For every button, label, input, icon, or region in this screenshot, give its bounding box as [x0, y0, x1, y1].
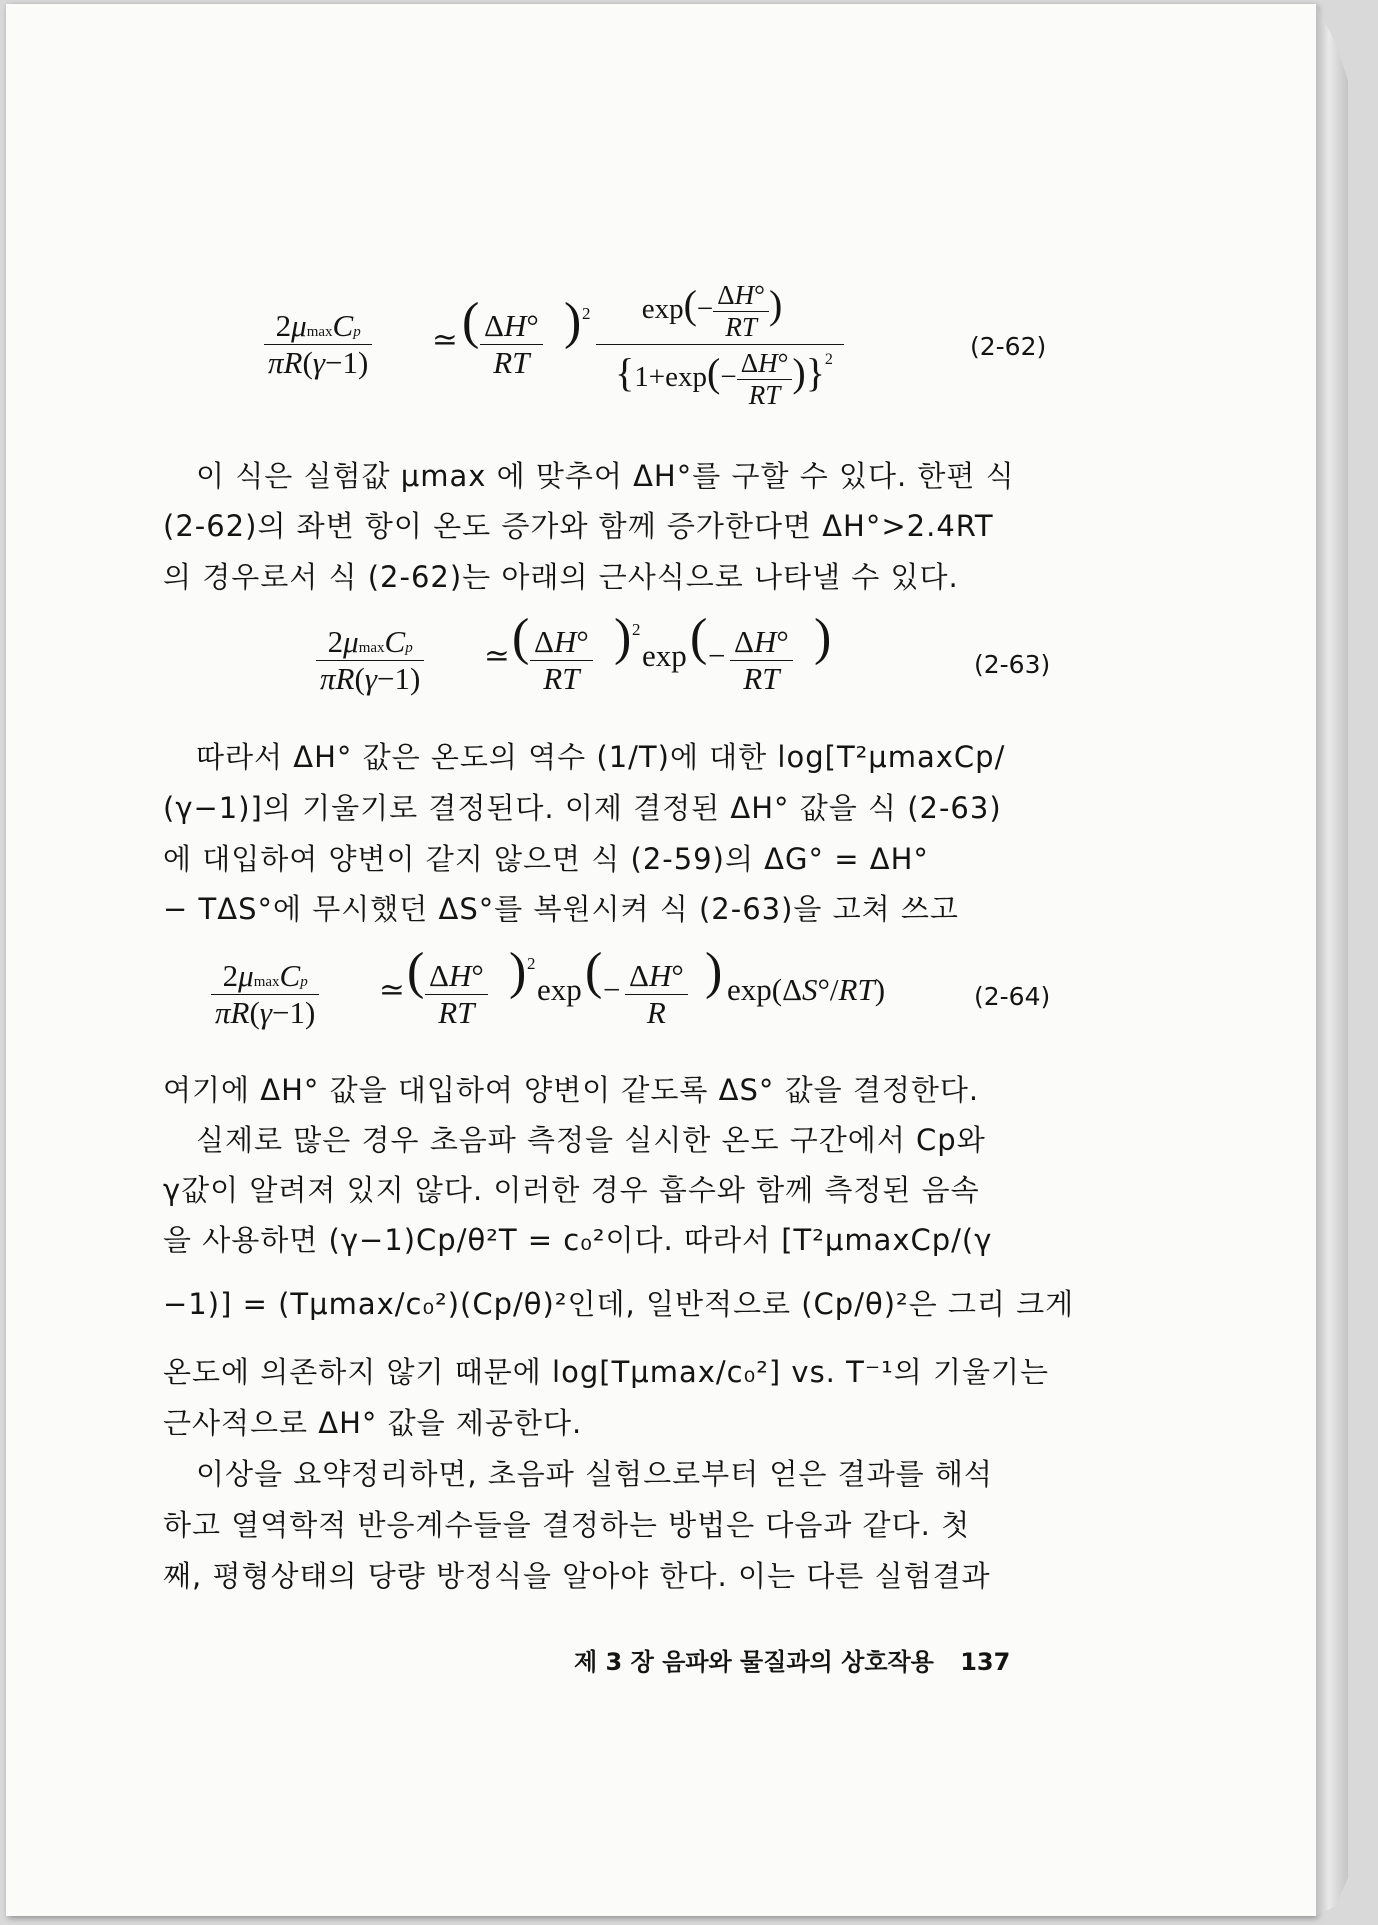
paragraph-line: 하고 열역학적 반응계수들을 결정하는 방법은 다음과 같다. 첫 [163, 1508, 971, 1542]
equation-number: (2-62) [970, 332, 1047, 361]
paragraph-line: −1)] = (Tμmax/c₀²)(Cp/θ)²인데, 일반적으로 (Cp/θ)²은 그리 크게 [163, 1287, 1075, 1321]
paragraph-line: 이 식은 실험값 μmax 에 맞추어 ΔH°를 구할 수 있다. 한편 식 [196, 459, 1015, 493]
paragraph-line: 여기에 ΔH° 값을 대입하여 양변이 같도록 ΔS° 값을 결정한다. [163, 1073, 980, 1107]
paragraph-line: − TΔS°에 무시했던 ΔS°를 복원시켜 식 (2-63)을 고쳐 쓰고 [163, 892, 959, 926]
page-number: 137 [960, 1648, 1011, 1676]
paragraph-line: 에 대입하여 양변이 같지 않으면 식 (2-59)의 ΔG° = ΔH° [163, 842, 929, 876]
paragraph-line: 따라서 ΔH° 값은 온도의 역수 (1/T)에 대한 log[T²μmaxCp/ [196, 740, 1006, 774]
paragraph-line: 의 경우로서 식 (2-62)는 아래의 근사식으로 나타낼 수 있다. [163, 560, 959, 594]
equation-number: (2-63) [974, 650, 1051, 679]
eq262-lhs: 2μmaxCp πR(γ−1) [264, 308, 372, 381]
paragraph-line: (2-62)의 좌변 항이 온도 증가와 함께 증가한다면 ΔH°>2.4RT [163, 509, 994, 543]
equation-2-62: 2μmaxCp πR(γ−1) ≃ ( $\frac{\Delta H^\circ}{RT}$ ) 2 exp(− $\frac{\Delta H^\circ}{RT}$ ) {1+exp(− $\frac{\Delta H^\circ}{RT}$ )}$^2$ [264, 272, 884, 412]
chapter-title: 제 3 장 음파와 물질과의 상호작용 [574, 1648, 934, 1676]
paragraph-line: γ값이 알려져 있지 않다. 이러한 경우 흡수와 함께 측정된 음속 [163, 1173, 980, 1207]
document-page [6, 4, 1316, 1916]
equation-2-63: 2μmaxCp πR(γ−1) ≃ ( $\frac{\Delta H^\circ}{RT}$ ) 2 exp ( − $\frac{\Delta H^\circ}{RT}$ ) [316, 616, 876, 706]
paragraph-line: 온도에 의존하지 않기 때문에 log[Tμmax/c₀²] vs. T⁻¹의 기울기는 [163, 1355, 1050, 1389]
paragraph-line: (γ−1)]의 기울기로 결정된다. 이제 결정된 ΔH° 값을 식 (2-63) [163, 791, 1002, 825]
paragraph-line: 째, 평형상태의 당량 방정식을 알아야 한다. 이는 다른 실험결과 [163, 1559, 991, 1593]
paragraph-line: 이상을 요약정리하면, 초음파 실험으로부터 얻은 결과를 해석 [196, 1457, 993, 1491]
page-footer [574, 1642, 1010, 1677]
equation-number: (2-64) [974, 982, 1051, 1011]
equation-2-64: 2μmaxCp πR(γ−1) ≃ ( $\frac{\Delta H^\circ}{RT}$ ) 2 exp ( − $\frac{\Delta H^\circ}{R}$ ) exp(ΔS°/RT) [211, 950, 951, 1040]
paragraph-line: 근사적으로 ΔH° 값을 제공한다. [163, 1406, 583, 1440]
paragraph-line: 을 사용하면 (γ−1)Cp/θ²T = c₀²이다. 따라서 [T²μmaxCp/(γ [163, 1223, 993, 1257]
paragraph-line: 실제로 많은 경우 초음파 측정을 실시한 온도 구간에서 Cp와 [196, 1123, 986, 1157]
book-page-edge [1316, 4, 1348, 1916]
